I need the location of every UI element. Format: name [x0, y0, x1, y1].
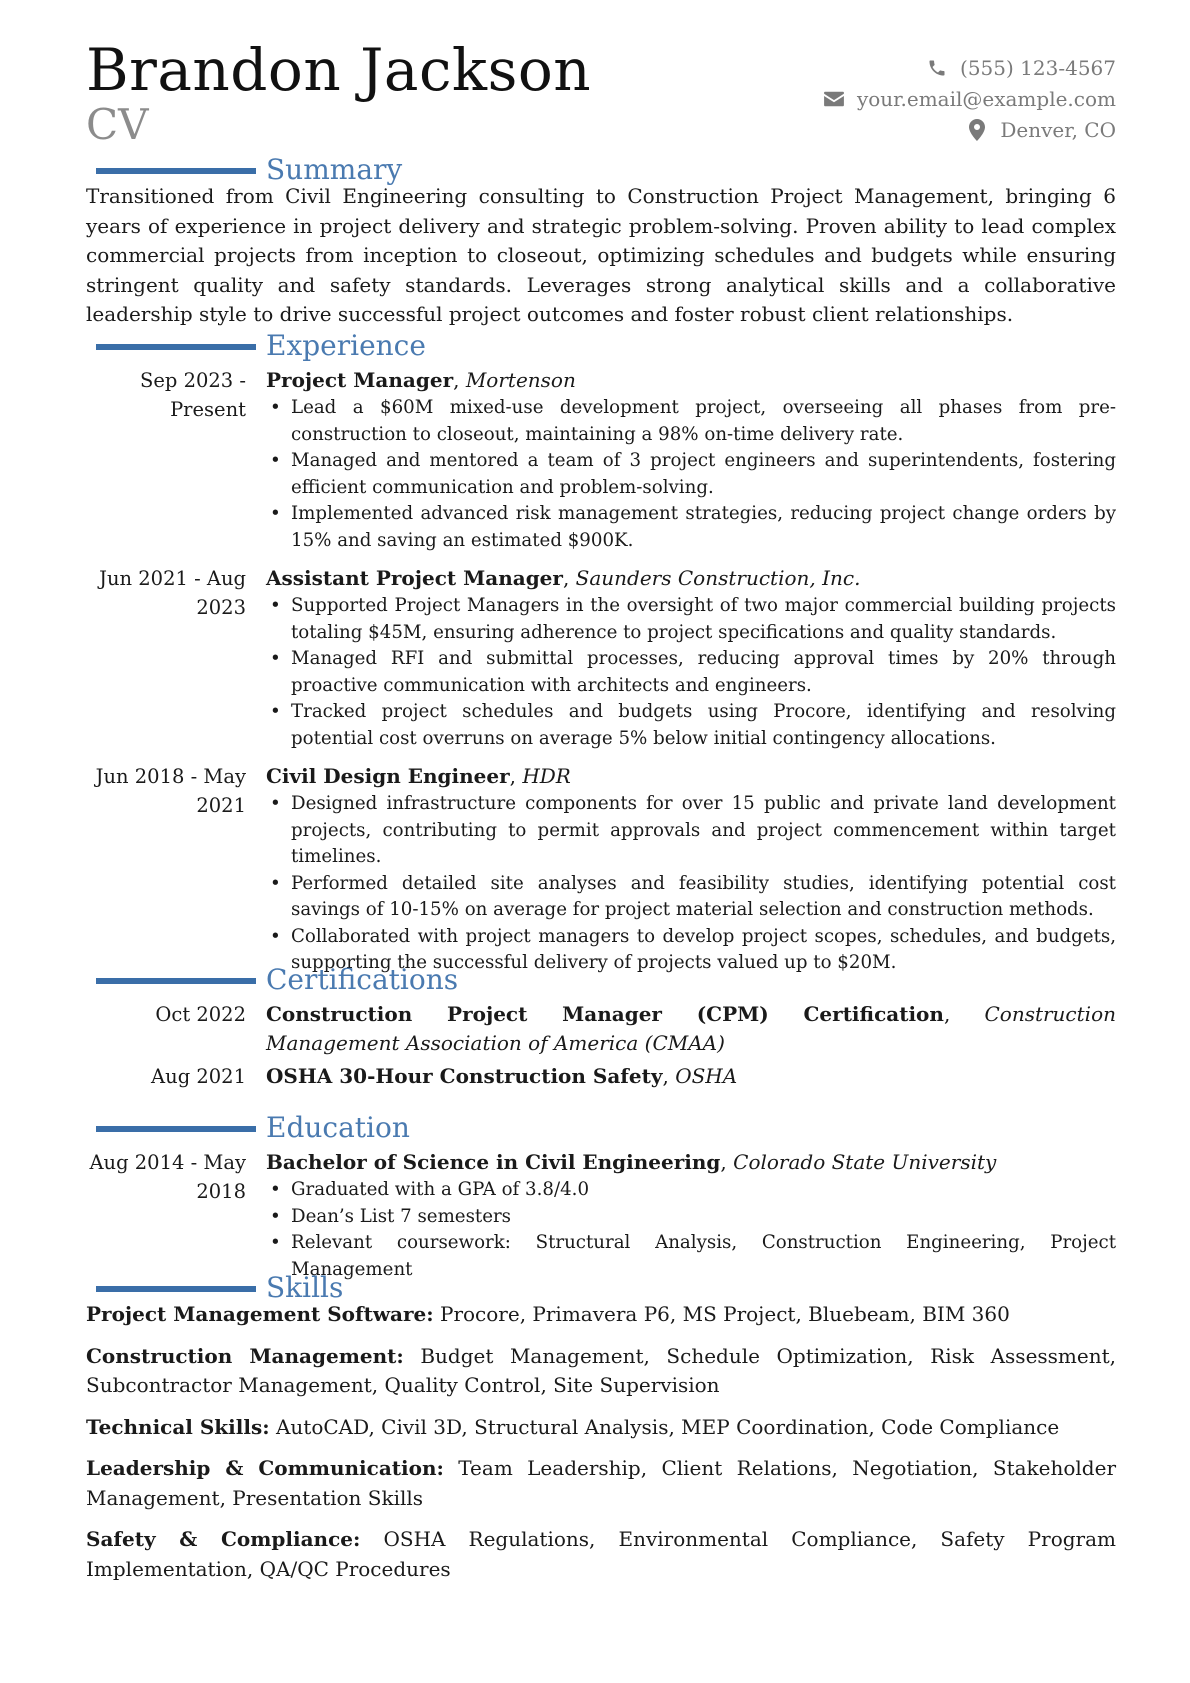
entry-org: HDR: [522, 764, 571, 788]
summary-title: Summary: [266, 153, 403, 186]
education-section: [86, 1112, 1116, 1293]
experience-section: [86, 330, 1116, 987]
bullet-item: • Designed infrastructure components for over 15 public and private land development projects, contributing to permit approvals and project commencement within target timelines.: [266, 791, 1116, 871]
skill-value: Budget Management, Schedule Optimization, Risk Assessment, Subcontractor Management, Quality Control, Site Supervision: [86, 1343, 1117, 1397]
skills-title: Skills: [266, 1271, 344, 1304]
skill-row: [86, 1413, 1116, 1443]
skill-row: [86, 1525, 1116, 1584]
certification-name: Construction Project Manager (CPM) Certification: [266, 1002, 944, 1026]
document-type: CV: [86, 100, 149, 149]
contact-info: [821, 52, 1116, 145]
bullet-item: • Supported Project Managers in the oversight of two major commercial building projects totaling $45M, ensuring adherence to project specifications and quality standards.: [266, 593, 1116, 646]
certifications-title: Certifications: [266, 963, 459, 996]
envelope-icon: [821, 90, 847, 108]
phone-text: (555) 123-4567: [960, 55, 1116, 80]
skill-value: OSHA Regulations, Environmental Compliance, Safety Program Implementation, QA/QC Procedures: [86, 1527, 1116, 1581]
entry-org: Saunders Construction, Inc.: [575, 566, 861, 590]
entry-org: Mortenson: [465, 368, 576, 392]
entry-date: Aug 2014 - May 2018: [89, 1151, 246, 1203]
skills-section: [86, 1272, 1116, 1596]
section-rule: [96, 344, 256, 350]
skill-row: [86, 1454, 1116, 1513]
skill-label: Leadership & Communication:: [86, 1456, 444, 1480]
resume-header: [86, 36, 1116, 149]
bullet-item: • Performed detailed site analyses and feasibility studies, identifying potential cost savings of 10-15% on average for project material selection and construction methods.: [266, 871, 1116, 924]
bullet-item: • Dean’s List 7 semesters: [266, 1204, 1116, 1231]
phone-icon: [924, 58, 950, 78]
experience-entry: Sep 2023 - Present Project Manager, Mortenson • Lead a $60M mixed-use development project, overseeing all phases from pre-construction to closeout, maintaining a 98% on-time delivery rate. • Managed and mentored a team of 3 project engineers and superintendents, fostering efficient communication and problem-solving. • Implemented advanced risk management strategies, reducing project change orders by 15% and saving an estimated $900K.: [86, 366, 1116, 554]
entry-date: Jun 2021 - Aug 2023: [99, 567, 246, 619]
section-rule: [96, 1286, 256, 1292]
entry-date: Oct 2022: [155, 1003, 246, 1026]
skill-label: Project Management Software:: [86, 1302, 434, 1326]
bullet-item: • Implemented advanced risk management strategies, reducing project change orders by 15% and saving an estimated $900K.: [266, 501, 1116, 554]
summary-section: [86, 154, 1116, 330]
skill-value: Team Leadership, Client Relations, Negotiation, Stakeholder Management, Presentation Skills: [86, 1456, 1116, 1510]
certification-org: Construction Management Association of America (CMAA): [266, 1002, 1116, 1055]
email-text: your.email@example.com: [856, 86, 1116, 111]
skill-value: Procore, Primavera P6, MS Project, Bluebeam, BIM 360: [440, 1302, 1010, 1326]
entry-role: Civil Design Engineer: [266, 764, 510, 788]
section-rule: [96, 168, 256, 174]
bullet-item: • Graduated with a GPA of 3.8/4.0: [266, 1177, 1116, 1204]
entry-role: Assistant Project Manager: [266, 566, 563, 590]
certification-org: OSHA: [675, 1064, 738, 1088]
skills-heading: [86, 1272, 1116, 1306]
certification-name: OSHA 30-Hour Construction Safety: [266, 1064, 663, 1088]
skill-label: Safety & Compliance:: [86, 1527, 361, 1551]
skill-label: Construction Management:: [86, 1343, 404, 1368]
certification-entry: Aug 2021 OSHA 30-Hour Construction Safety, OSHA: [86, 1062, 1116, 1091]
entry-date: Sep 2023 - Present: [140, 369, 246, 421]
experience-entry: Jun 2018 - May 2021 Civil Design Engineer, HDR • Designed infrastructure components for over 15 public and private land development projects, contributing to permit approvals and project commencement within target timelines. • Performed detailed site analyses and feasibility studies, identifying potential cost savings of 10-15% on average for project material selection and construction methods. • Collaborated with project managers to develop project scopes, schedules, and budgets, supporting the successful delivery of projects valued up to $20M.: [86, 762, 1116, 977]
bullet-item: • Collaborated with project managers to develop project scopes, schedules, and budgets, supporting the successful delivery of projects valued up to $20M.: [266, 924, 1116, 977]
entry-date: Aug 2021: [151, 1065, 246, 1088]
education-heading: [86, 1112, 1116, 1146]
section-rule: [96, 978, 256, 984]
bullet-item: • Relevant coursework: Structural Analysis, Construction Engineering, Project Management: [266, 1230, 1116, 1283]
summary-text: Transitioned from Civil Engineering consulting to Construction Project Management, bringing 6 years of experience in project delivery and strategic problem-solving. Proven ability to lead complex commercial projects from inception to closeout, optimizing schedules and budgets while ensuring stringent quality and safety standards. Leverages strong analytical skills and a collaborative leadership style to drive successful project outcomes and foster robust client relationships.: [86, 184, 1116, 326]
experience-heading: [86, 330, 1116, 364]
bullet-item: • Tracked project schedules and budgets using Procore, identifying and resolving potential cost overruns on average 5% below initial contingency allocations.: [266, 699, 1116, 752]
degree-name: Bachelor of Science in Civil Engineering: [266, 1150, 721, 1174]
certifications-section: [86, 964, 1116, 1101]
resume-page: [86, 36, 1117, 1581]
summary-heading: [86, 154, 1116, 188]
contact-email[interactable]: [821, 83, 1116, 114]
skill-value: AutoCAD, Civil 3D, Structural Analysis, MEP Coordination, Code Compliance: [275, 1414, 1060, 1439]
contact-phone[interactable]: [821, 52, 1116, 83]
map-marker-icon: [964, 119, 990, 141]
section-rule: [96, 1126, 256, 1132]
certifications-heading: [86, 964, 1116, 998]
bullet-item: • Managed and mentored a team of 3 project engineers and superintendents, fostering efficient communication and problem-solving.: [266, 448, 1116, 501]
entry-date: Jun 2018 - May 2021: [95, 765, 246, 817]
certification-entry: Oct 2022 Construction Project Manager (CPM) Certification, Construction Management Association of America (CMAA): [86, 1000, 1116, 1058]
location-text: Denver, CO: [1000, 117, 1116, 142]
education-entry: Aug 2014 - May 2018 Bachelor of Science in Civil Engineering, Colorado State University • Graduated with a GPA of 3.8/4.0 • Dean’s List 7 semesters • Relevant coursework: Structural Analysis, Construction Engineering, Project Management: [86, 1148, 1116, 1283]
education-title: Education: [266, 1111, 410, 1144]
bullet-item: • Managed RFI and submittal processes, reducing approval times by 20% through proactive communication with architects and engineers.: [266, 646, 1116, 699]
experience-title: Experience: [266, 329, 426, 362]
person-name: Brandon Jackson: [86, 36, 592, 104]
contact-location: [821, 114, 1116, 145]
school-name: Colorado State University: [733, 1150, 997, 1174]
skill-label: Technical Skills:: [86, 1414, 270, 1439]
skill-row: [86, 1342, 1116, 1401]
experience-entry: Jun 2021 - Aug 2023 Assistant Project Manager, Saunders Construction, Inc. • Supported Project Managers in the oversight of two major commercial building projects totaling $45M, ensuring adherence to project specifications and quality standards. • Managed RFI and submittal processes, reducing approval times by 20% through proactive communication with architects and engineers. • Tracked project schedules and budgets using Procore, identifying and resolving potential cost overruns on average 5% below initial contingency allocations.: [86, 564, 1116, 752]
entry-role: Project Manager: [266, 368, 454, 392]
bullet-item: • Lead a $60M mixed-use development project, overseeing all phases from pre-construction to closeout, maintaining a 98% on-time delivery rate.: [266, 395, 1116, 448]
